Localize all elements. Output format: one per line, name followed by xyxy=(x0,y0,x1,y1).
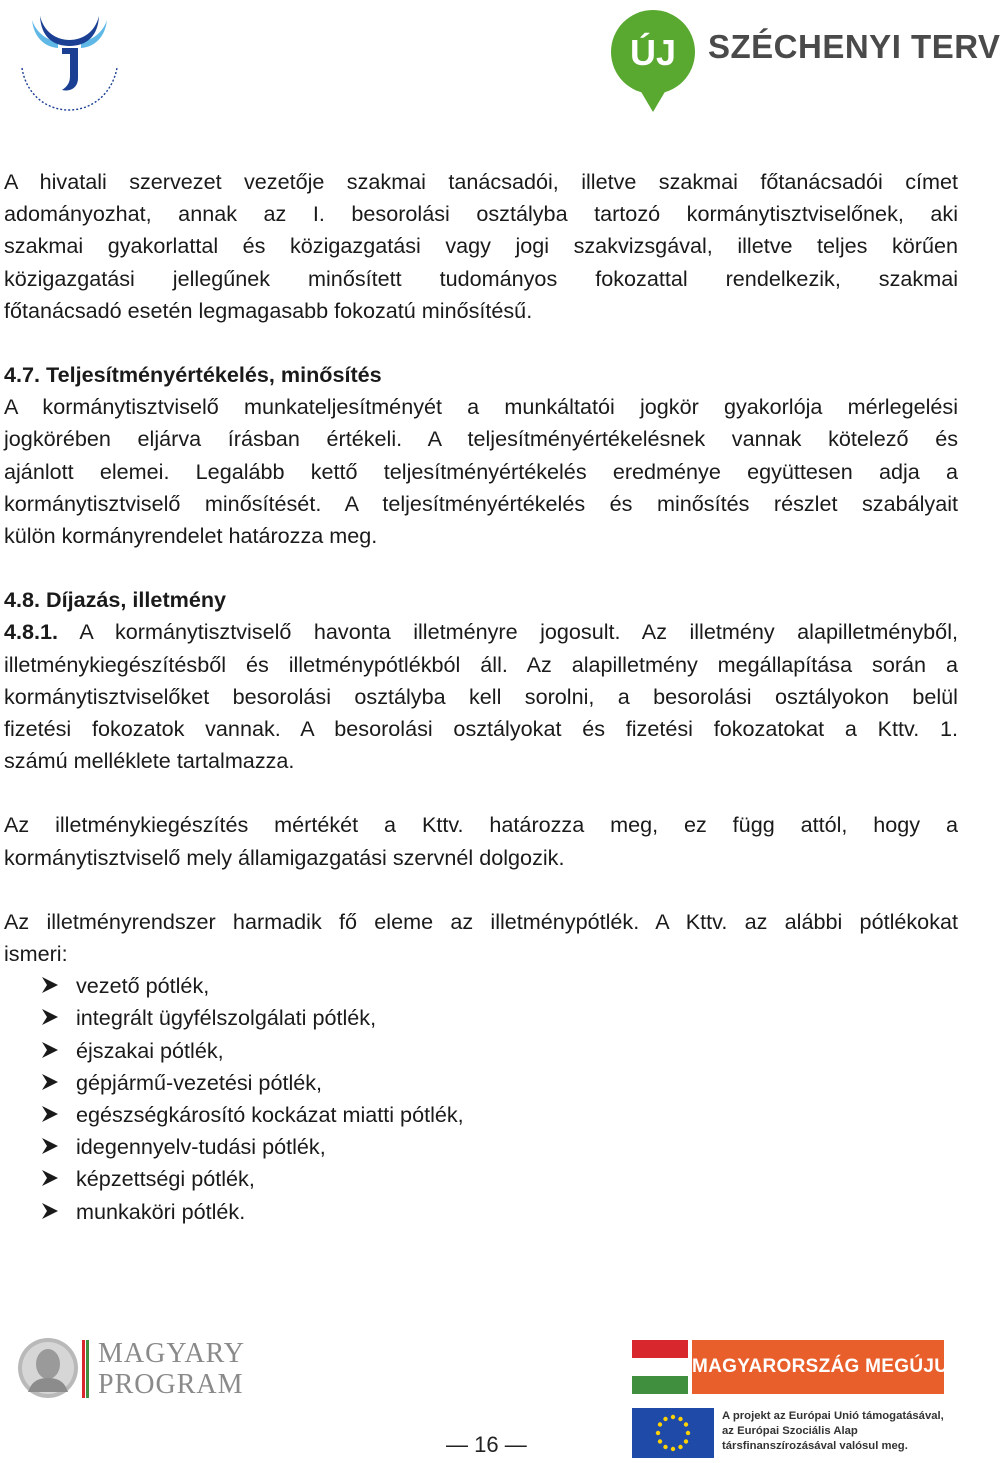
list-item: gépjármű-vezetési pótlék, xyxy=(4,1067,958,1099)
arrow-bullet-icon xyxy=(40,1040,60,1060)
text-line: A hivatali szervezet vezetője szakmai tanácsadói, illetve szakmai főtanácsadói címet xyxy=(4,169,958,194)
arrow-bullet-icon xyxy=(40,1168,60,1188)
paragraph-3 xyxy=(4,616,958,777)
eu-flag-icon xyxy=(632,1408,714,1458)
arrow-bullet-icon xyxy=(40,1072,60,1092)
paragraph-2 xyxy=(4,391,958,552)
text-line: külön kormányrendelet határozza meg. xyxy=(4,523,378,549)
section-heading-4-7: 4.7. Teljesítményértékelés, minősítés xyxy=(4,362,382,388)
text-line: ismeri: xyxy=(4,941,68,967)
section-heading-4-8: 4.8. Díjazás, illetmény xyxy=(4,587,227,613)
arrow-bullet-icon xyxy=(40,1201,60,1221)
text-line: kormánytisztviselő mely államigazgatási szervnél dolgozik. xyxy=(4,844,565,870)
magyarorszag-megujul-banner xyxy=(632,1340,961,1394)
text-line: szakmai gyakorlattal és közigazgatási vagy jogi szakvizsgával, illetve teljes körűen xyxy=(4,233,958,259)
szt-title: SZÉCHENYI TERV xyxy=(708,28,1000,65)
text-line xyxy=(4,616,958,648)
document-body xyxy=(4,166,958,1228)
paragraph-1 xyxy=(4,166,958,327)
list-item: éjszakai pótlék, xyxy=(4,1035,958,1067)
banner-label: MAGYARORSZÁG MEGÚJUL xyxy=(692,1340,944,1394)
page-number: — 16 — xyxy=(446,1432,527,1457)
text-line: Az illetménykiegészítés mértékét a Kttv. határozza meg, ez függ attól, hogy a xyxy=(4,812,958,838)
list-item: képzettségi pótlék, xyxy=(4,1163,958,1195)
text-line: jogkörében eljárva írásban értékeli. A teljesítményértékelésnek vannak kötelező és xyxy=(4,426,958,452)
text-line: adományozhat, annak az I. besorolási osztályba tartozó kormánytisztviselőnek, aki xyxy=(4,201,958,227)
list-item: munkaköri pótlék. xyxy=(4,1196,958,1228)
arrow-bullet-icon xyxy=(40,1136,60,1156)
szechenyi-terv-logo-icon xyxy=(600,6,710,114)
text-line: ajánlott elemei. Legalább kettő teljesítményértékelés eredménye együttesen adja a xyxy=(4,458,958,484)
magyary-program-text: MAGYARY PROGRAM xyxy=(98,1338,246,1400)
text-line: illetménykiegészítésből és illetménypótlékból áll. Az alapilletmény megállapítása során a xyxy=(4,651,958,677)
text-line: Az illetményrendszer harmadik fő eleme az illetménypótlék. A Kttv. az alábbi pótlékokat xyxy=(4,908,958,934)
magyary-portrait-icon xyxy=(14,1334,94,1404)
text-line: számú melléklete tartalmazza. xyxy=(4,748,295,774)
arrow-bullet-icon xyxy=(40,975,60,995)
text-line: kormánytisztviselőket besorolási osztályba kell sorolni, a besorolási osztályokon belül xyxy=(4,683,958,709)
eu-funding-notice: A projekt az Európai Unió támogatásával, az Európai Szociális Alap társfinanszírozásával valósul meg. xyxy=(722,1410,944,1453)
text-line-rest: A kormánytisztviselő havonta illetményre jogosult. Az illetmény alapilletményből, xyxy=(58,619,958,645)
szt-uj-label: ÚJ xyxy=(629,32,677,73)
text-line: A kormánytisztviselő munkateljesítményét a munkáltatói jogkör gyakorlója mérlegelési xyxy=(4,394,958,420)
list-item: idegennyelv-tudási pótlék, xyxy=(4,1131,958,1163)
text-line: fizetési fokozatok vannak. A besorolási osztályokat és fizetési fokozatokat a Kttv. 1. xyxy=(4,716,958,742)
paragraph-4 xyxy=(4,809,958,873)
text-line: főtanácsadó esetén legmagasabb fokozatú minősítésű. xyxy=(4,297,533,323)
arrow-bullet-icon xyxy=(40,1007,60,1027)
text-line: közigazgatási jellegűnek minősített tudományos fokozattal rendelkezik, szakmai xyxy=(4,265,958,291)
list-item: integrált ügyfélszolgálati pótlék, xyxy=(4,1002,958,1034)
section-number-4-8-1: 4.8.1. xyxy=(4,619,59,645)
allowance-list xyxy=(4,970,958,1228)
oep-logo-icon xyxy=(12,6,127,116)
list-item: egészségkárosító kockázat miatti pótlék, xyxy=(4,1099,958,1131)
paragraph-5 xyxy=(4,906,958,970)
szechenyi-terv-logo xyxy=(600,6,1000,114)
hungarian-flag-icon xyxy=(632,1340,688,1358)
list-item: vezető pótlék, xyxy=(4,970,958,1002)
text-line: kormánytisztviselő minősítését. A teljesítményértékelés és minősítés részlet szabályait xyxy=(4,490,958,516)
arrow-bullet-icon xyxy=(40,1104,60,1124)
